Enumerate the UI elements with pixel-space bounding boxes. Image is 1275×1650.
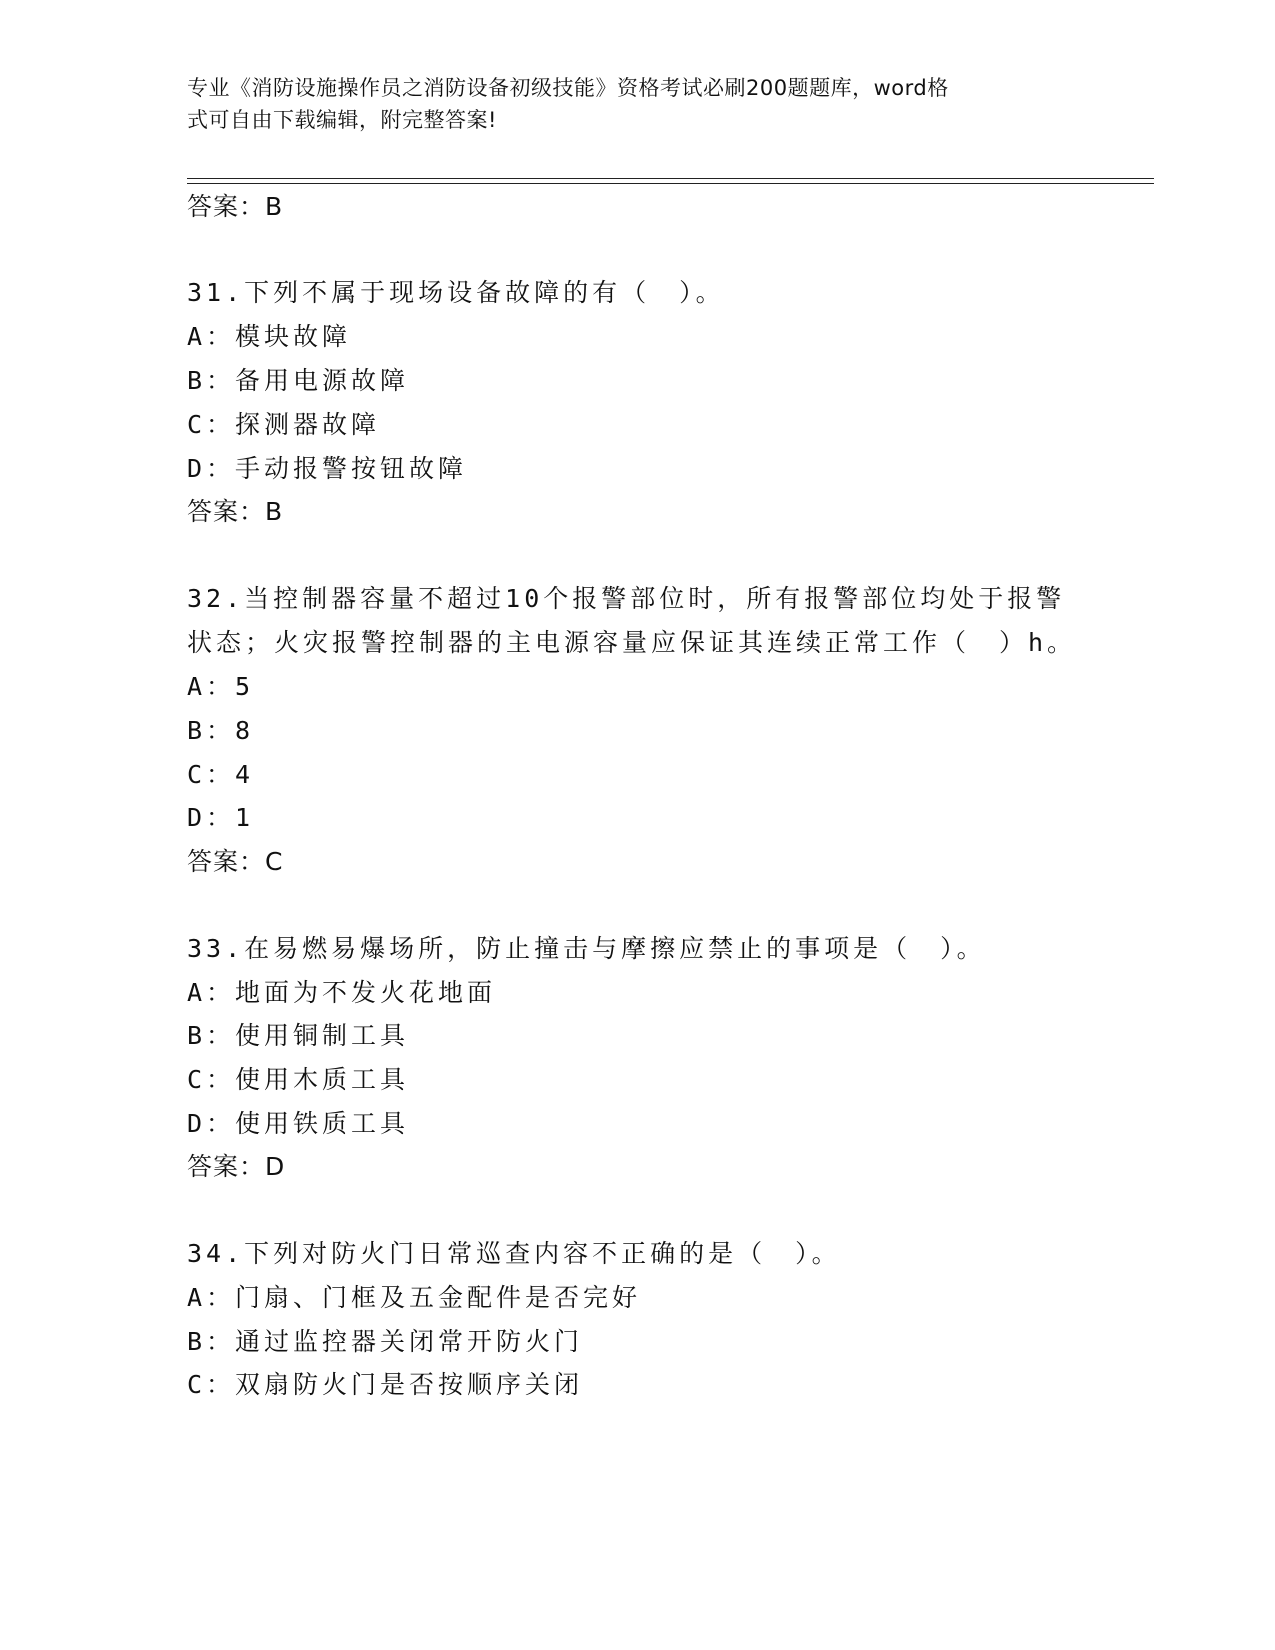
question-stem: 31.下列不属于现场设备故障的有（ ）。: [187, 278, 725, 307]
option-a: A：5: [187, 672, 255, 701]
header-line-1: 专业《消防设施操作员之消防设备初级技能》资格考试必刷200题题库，word格: [187, 76, 949, 100]
question-stem: 33.在易燃易爆场所，防止撞击与摩擦应禁止的事项是（ ）。: [187, 934, 986, 963]
option-d: D：使用铁质工具: [187, 1109, 410, 1138]
question-answer: 答案：D: [187, 1152, 286, 1181]
document-header: [187, 72, 1067, 136]
option-c: C：探测器故障: [187, 410, 381, 439]
option-d: D：手动报警按钮故障: [187, 454, 468, 483]
option-c: C：使用木质工具: [187, 1065, 410, 1094]
question-stem-line-2: 状态；火灾报警控制器的主电源容量应保证其连续正常工作（ ）h。: [187, 628, 1077, 657]
question-answer: 答案：C: [187, 847, 284, 876]
option-c: C：4: [187, 760, 255, 789]
question-stem-line-1: 32.当控制器容量不超过10个报警部位时，所有报警部位均处于报警: [187, 584, 1066, 613]
header-rule-top: [187, 178, 1154, 179]
option-a: A：模块故障: [187, 322, 352, 351]
question-stem: 34.下列对防火门日常巡查内容不正确的是（ ）。: [187, 1239, 841, 1268]
option-a: A：地面为不发火花地面: [187, 978, 497, 1007]
option-d: D：1: [187, 803, 255, 832]
option-b: B：通过监控器关闭常开防火门: [187, 1327, 584, 1356]
previous-answer: 答案：B: [187, 192, 284, 221]
question-answer: 答案：B: [187, 497, 284, 526]
option-b: B：使用铜制工具: [187, 1021, 410, 1050]
option-a: A：门扇、门框及五金配件是否完好: [187, 1283, 642, 1312]
option-b: B：8: [187, 716, 255, 745]
header-rule-bottom: [187, 183, 1154, 184]
option-c: C：双扇防火门是否按顺序关闭: [187, 1370, 584, 1399]
header-line-2: 式可自由下载编辑，附完整答案!: [187, 108, 497, 132]
option-b: B：备用电源故障: [187, 366, 410, 395]
